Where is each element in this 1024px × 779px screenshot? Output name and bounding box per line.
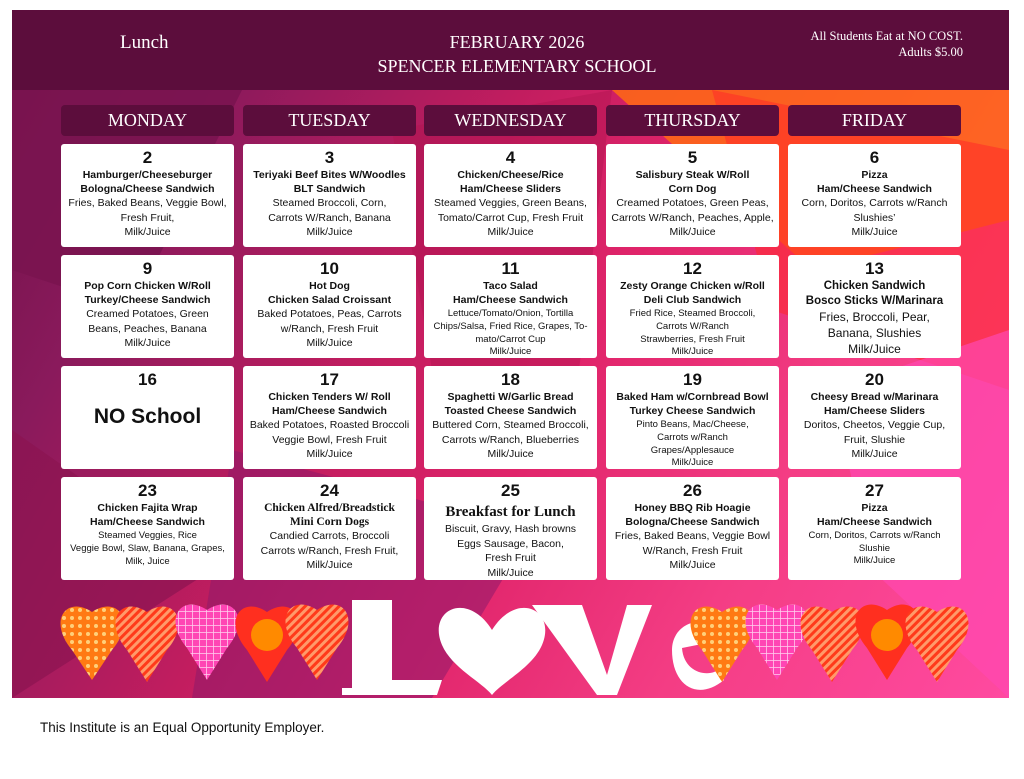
main-dish: Ham/Cheese Sandwich bbox=[817, 183, 932, 195]
side-items: Baked Potatoes, Peas, Carrots bbox=[257, 308, 402, 320]
heart-icon bbox=[116, 606, 179, 682]
drink-option: Milk/Juice bbox=[306, 337, 353, 349]
day-number: 5 bbox=[687, 148, 698, 167]
menu-day-cell bbox=[606, 255, 779, 358]
adult-cost: Adults $5.00 bbox=[898, 45, 963, 59]
main-dish: Chicken Salad Croissant bbox=[267, 294, 392, 306]
side-items: Grapes/Applesauce bbox=[650, 445, 735, 456]
side-items: Fries, Baked Beans, Veggie Bowl bbox=[614, 530, 771, 542]
side-items: Carrots w/Ranch, Blueberries bbox=[441, 433, 580, 446]
menu-day-cell bbox=[424, 366, 597, 469]
main-dish: Ham/Cheese Sliders bbox=[460, 183, 561, 195]
main-dish: Pop Corn Chicken W/Roll bbox=[84, 280, 211, 292]
drink-option: Milk/Juice bbox=[851, 448, 898, 460]
side-items: Pinto Beans, Mac/Cheese, bbox=[636, 419, 749, 430]
main-dish: Bosco Sticks W/Marinara bbox=[805, 295, 944, 307]
main-dish: Corn Dog bbox=[668, 183, 717, 195]
side-items: Steamed Veggies, Green Beans, bbox=[434, 197, 587, 209]
menu-day-cell bbox=[606, 366, 779, 469]
drink-option: Milk/Juice bbox=[306, 226, 353, 238]
drink-option: Milk/Juice bbox=[124, 226, 171, 238]
day-number: 17 bbox=[320, 370, 339, 389]
main-dish: Turkey Cheese Sandwich bbox=[629, 405, 756, 417]
side-items: Fried Rice, Steamed Broccoli, bbox=[629, 308, 756, 319]
day-number: 4 bbox=[505, 148, 516, 167]
cost-info bbox=[810, 28, 963, 60]
main-dish: Pizza bbox=[861, 169, 888, 181]
love-decoration bbox=[52, 590, 972, 698]
side-items: w/Ranch, Fresh Fruit bbox=[280, 322, 379, 335]
student-cost: All Students Eat at NO COST. bbox=[810, 29, 963, 43]
menu-day-cell bbox=[606, 477, 779, 580]
main-dish: Deli Club Sandwich bbox=[643, 294, 742, 306]
day-number: 10 bbox=[320, 259, 339, 278]
side-items: Doritos, Cheetos, Veggie Cup, bbox=[803, 419, 946, 431]
side-items: Fresh Fruit, bbox=[120, 211, 175, 224]
side-items: W/Ranch, Fresh Fruit bbox=[642, 544, 743, 557]
main-dish: BLT Sandwich bbox=[293, 183, 366, 195]
day-number: 19 bbox=[683, 370, 702, 389]
heart-icon bbox=[61, 606, 124, 680]
drink-option: Milk/Juice bbox=[851, 226, 898, 238]
day-number: 26 bbox=[683, 481, 702, 500]
side-items: Buttered Corn, Steamed Broccoli, bbox=[432, 419, 589, 431]
side-items: Candied Carrots, Broccoli bbox=[269, 530, 390, 542]
main-dish: Zesty Orange Chicken w/Roll bbox=[620, 280, 765, 292]
side-items: Veggie Bowl, Fresh Fruit bbox=[272, 433, 387, 446]
drink-option: Milk/Juice bbox=[306, 559, 353, 571]
meal-label: Lunch bbox=[120, 32, 169, 53]
main-dish: Ham/Cheese Sandwich bbox=[272, 405, 387, 417]
day-header-tuesday: TUESDAY bbox=[243, 105, 416, 136]
side-items: Carrots W/Ranch bbox=[656, 321, 729, 332]
drink-option: Milk/Juice bbox=[671, 457, 714, 468]
no-school-label: NO School bbox=[93, 405, 202, 428]
day-number: 24 bbox=[320, 481, 339, 500]
main-dish: Mini Corn Dogs bbox=[289, 516, 370, 528]
menu-day-cell bbox=[606, 144, 779, 247]
side-items: Beans, Peaches, Banana bbox=[88, 322, 207, 335]
drink-option: Milk/Juice bbox=[487, 448, 534, 460]
side-items: Creamed Potatoes, Green Peas, bbox=[616, 197, 769, 209]
footer-statement: This Institute is an Equal Opportunity Employer. bbox=[40, 720, 325, 735]
main-dish: Honey BBQ Rib Hoagie bbox=[634, 502, 751, 514]
main-dish: Bologna/Cheese Sandwich bbox=[625, 516, 760, 528]
day-number: 27 bbox=[865, 481, 884, 500]
heart-icon bbox=[691, 606, 754, 682]
menu-day-cell bbox=[788, 144, 961, 247]
day-number: 2 bbox=[142, 148, 153, 167]
drink-option: Milk/Juice bbox=[669, 559, 716, 571]
main-dish: Ham/Cheese Sandwich bbox=[817, 516, 932, 528]
heart-icon bbox=[801, 606, 864, 682]
day-number: 23 bbox=[138, 481, 157, 500]
main-dish: Ham/Cheese Sandwich bbox=[90, 516, 205, 528]
side-items: Carrots w/Ranch, Fresh Fruit, bbox=[260, 544, 399, 557]
day-number: 13 bbox=[865, 259, 884, 278]
drink-option: Milk/Juice bbox=[306, 448, 353, 460]
menu-day-cell bbox=[243, 366, 416, 469]
main-dish: Teriyaki Beef Bites W/Woodles bbox=[253, 169, 406, 181]
side-items: Chips/Salsa, Fried Rice, Grapes, To- bbox=[433, 321, 588, 332]
main-dish: Breakfast for Lunch bbox=[445, 504, 576, 520]
day-number: 12 bbox=[683, 259, 702, 278]
menu-day-cell bbox=[243, 477, 416, 580]
side-items: Slushies’ bbox=[853, 211, 896, 224]
day-number: 16 bbox=[138, 370, 157, 389]
day-header-wednesday: WEDNESDAY bbox=[424, 105, 597, 136]
menu-day-cell bbox=[788, 366, 961, 469]
side-items: mato/Carrot Cup bbox=[475, 334, 546, 345]
main-dish: Hamburger/Cheeseburger bbox=[82, 169, 213, 181]
drink-option: Milk/Juice bbox=[124, 337, 171, 349]
side-items: Carrots W/Ranch, Peaches, Apple, bbox=[611, 211, 774, 224]
main-dish: Chicken/Cheese/Rice bbox=[457, 169, 564, 181]
side-items: Biscuit, Gravy, Hash browns bbox=[444, 523, 577, 535]
main-dish: Spaghetti W/Garlic Bread bbox=[447, 391, 574, 403]
month-title: FEBRUARY 2026 bbox=[449, 32, 585, 52]
side-items: Steamed Broccoli, Corn, bbox=[272, 197, 387, 209]
day-number: 18 bbox=[501, 370, 520, 389]
menu-day-cell bbox=[61, 255, 234, 358]
side-items: Tomato/Carrot Cup, Fresh Fruit bbox=[437, 211, 584, 224]
side-items: Steamed Veggies, Rice bbox=[98, 530, 197, 541]
main-dish: Chicken Tenders W/ Roll bbox=[268, 391, 391, 403]
day-header-thursday: THURSDAY bbox=[606, 105, 779, 136]
menu-day-cell bbox=[424, 255, 597, 358]
side-items: Veggie Bowl, Slaw, Banana, Grapes, bbox=[70, 543, 225, 554]
side-items: Creamed Potatoes, Green bbox=[86, 308, 209, 320]
menu-day-cell bbox=[61, 144, 234, 247]
main-dish: Ham/Cheese Sliders bbox=[824, 405, 925, 417]
drink-option: Milk/Juice bbox=[487, 226, 534, 238]
main-dish: Toasted Cheese Sandwich bbox=[444, 405, 577, 417]
school-name: SPENCER ELEMENTARY SCHOOL bbox=[377, 56, 657, 76]
menu-day-cell bbox=[788, 477, 961, 580]
side-items: Fries, Baked Beans, Veggie Bowl, bbox=[68, 197, 227, 209]
side-items: Fruit, Slushie bbox=[843, 433, 906, 446]
menu-day-cell bbox=[243, 144, 416, 247]
title-banner bbox=[12, 10, 1009, 90]
main-dish: Baked Ham w/Cornbread Bowl bbox=[616, 391, 769, 403]
menu-day-cell bbox=[61, 366, 234, 469]
side-items: Milk, Juice bbox=[125, 556, 170, 567]
main-dish: Chicken Alfred/Breadstick bbox=[264, 502, 395, 514]
side-items: Corn, Doritos, Carrots w/Ranch bbox=[808, 530, 941, 541]
day-number: 11 bbox=[501, 259, 520, 278]
main-dish: Ham/Cheese Sandwich bbox=[453, 294, 568, 306]
drink-option: Milk/Juice bbox=[671, 346, 714, 357]
page-title bbox=[312, 30, 722, 78]
side-items: Fries, Broccoli, Pear, bbox=[819, 310, 930, 324]
side-items: Baked Potatoes, Roasted Broccoli bbox=[249, 419, 410, 431]
main-dish: Turkey/Cheese Sandwich bbox=[84, 294, 211, 306]
drink-option: Milk/Juice bbox=[669, 226, 716, 238]
side-items: Carrots w/Ranch bbox=[657, 432, 728, 443]
main-dish: Bologna/Cheese Sandwich bbox=[80, 183, 215, 195]
menu-day-cell bbox=[243, 255, 416, 358]
main-dish: Pizza bbox=[861, 502, 888, 514]
side-items: Eggs Sausage, Bacon, bbox=[457, 537, 564, 550]
menu-poster bbox=[12, 10, 1009, 698]
main-dish: Chicken Fajita Wrap bbox=[97, 502, 198, 514]
side-items: Strawberries, Fresh Fruit bbox=[640, 334, 745, 345]
love-heart-icon bbox=[439, 608, 546, 695]
heart-icon bbox=[746, 604, 809, 680]
menu-day-cell bbox=[424, 477, 597, 580]
heart-icon bbox=[906, 606, 969, 682]
day-header-friday: FRIDAY bbox=[788, 105, 961, 136]
heart-icon bbox=[176, 604, 239, 680]
side-items: Fresh Fruit bbox=[485, 552, 536, 564]
drink-option: Milk/Juice bbox=[848, 342, 901, 356]
menu-day-cell bbox=[61, 477, 234, 580]
menu-day-cell bbox=[788, 255, 961, 358]
drink-option: Milk/Juice bbox=[853, 555, 896, 566]
day-number: 3 bbox=[324, 148, 335, 167]
main-dish: Chicken Sandwich bbox=[823, 280, 926, 292]
love-letter-l bbox=[342, 600, 442, 695]
main-dish: Taco Salad bbox=[483, 280, 538, 292]
heart-icon bbox=[286, 604, 349, 680]
day-number: 20 bbox=[865, 370, 884, 389]
drink-option: Milk/Juice bbox=[489, 346, 532, 357]
day-number: 25 bbox=[501, 481, 520, 500]
day-header-monday: MONDAY bbox=[61, 105, 234, 136]
day-number: 6 bbox=[869, 148, 880, 167]
drink-option: Milk/Juice bbox=[487, 566, 534, 579]
side-items: Carrots W/Ranch, Banana bbox=[268, 211, 391, 224]
main-dish: Cheesy Bread w/Marinara bbox=[810, 391, 939, 403]
main-dish: Hot Dog bbox=[309, 280, 350, 292]
love-letter-v bbox=[532, 605, 652, 695]
side-items: Slushie bbox=[858, 543, 891, 554]
side-items: Lettuce/Tomato/Onion, Tortilla bbox=[447, 308, 574, 319]
side-items: Banana, Slushies bbox=[827, 326, 922, 340]
menu-day-cell bbox=[424, 144, 597, 247]
day-number: 9 bbox=[142, 259, 153, 278]
main-dish: Salisbury Steak W/Roll bbox=[635, 169, 750, 181]
side-items: Corn, Doritos, Carrots w/Ranch bbox=[801, 197, 948, 209]
